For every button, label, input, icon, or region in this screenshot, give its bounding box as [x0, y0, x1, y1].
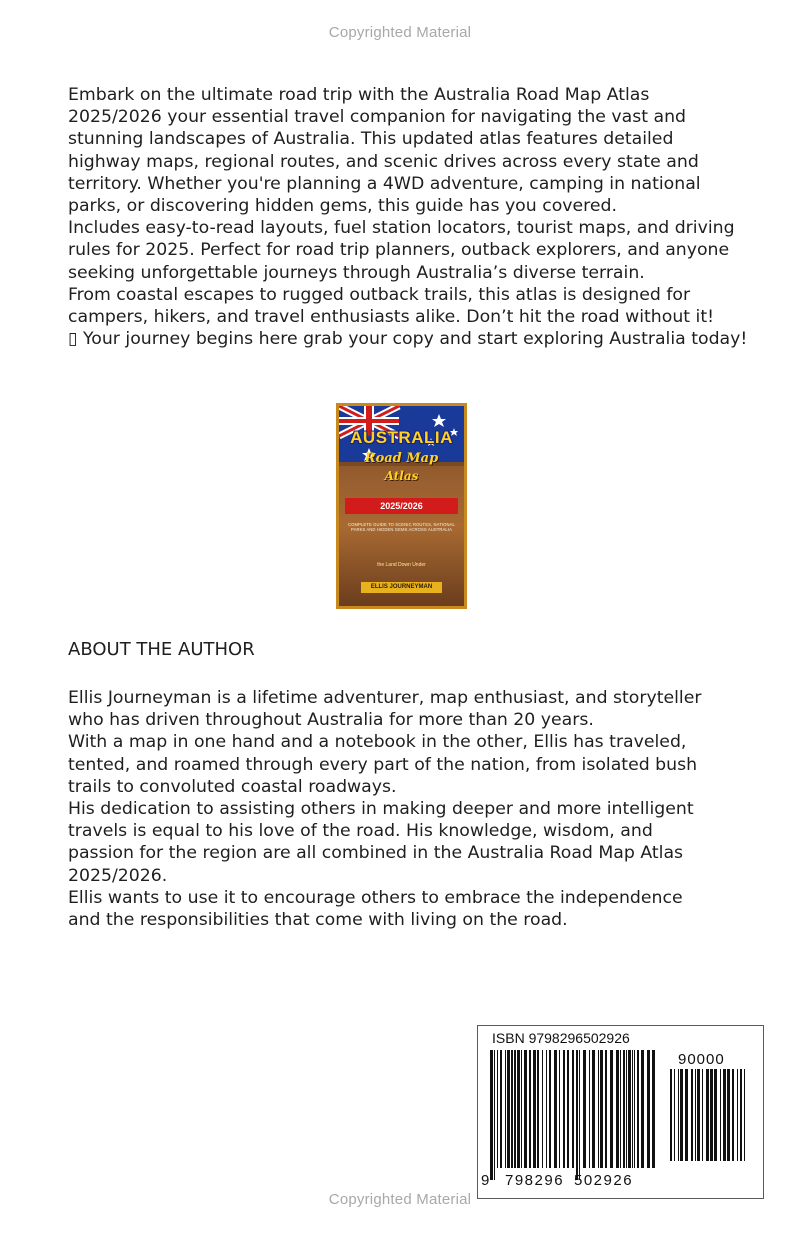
bio-line: and the responsibilities that come with living on the road.	[68, 910, 568, 931]
description-line: 2025/2026 your essential travel companion for navigating the vast and	[68, 107, 687, 128]
barcode-lead-digit: 9	[481, 1172, 491, 1189]
barcode-bar	[559, 1050, 560, 1168]
bio-line: 2025/2026.	[68, 865, 168, 886]
copyright-watermark-top: Copyrighted Material	[328, 24, 472, 41]
about-author-heading: ABOUT THE AUTHOR	[68, 639, 255, 660]
cover-author-badge: ELLIS JOURNEYMAN	[361, 582, 442, 593]
barcode-bar	[623, 1050, 625, 1168]
barcode-bar	[514, 1050, 516, 1168]
barcode-bar	[685, 1069, 688, 1161]
price-code: 90000	[678, 1051, 725, 1068]
barcode-bar	[567, 1050, 569, 1168]
barcode-bar	[517, 1050, 520, 1168]
barcode-digits-group-1: 798296	[505, 1172, 565, 1189]
description-line: Includes easy-to-read layouts, fuel station locators, tourist maps, and driving	[68, 218, 735, 239]
barcode-bar	[507, 1050, 510, 1168]
isbn-barcode-box	[477, 1025, 764, 1199]
barcode-bar	[732, 1069, 734, 1161]
barcode-bar	[680, 1069, 683, 1161]
barcode-bar	[616, 1050, 619, 1168]
barcode-bar	[554, 1050, 557, 1168]
barcode-bar	[647, 1050, 650, 1168]
bio-line: travels is equal to his love of the road. His knowledge, wisdom, and	[68, 821, 653, 842]
barcode-bar	[521, 1050, 522, 1168]
barcode-bar	[637, 1050, 639, 1168]
copyright-watermark-bottom: Copyrighted Material	[328, 1191, 472, 1208]
bio-line: trails to convoluted coastal roadways.	[68, 776, 397, 797]
barcode-bar	[600, 1050, 603, 1168]
bio-line: With a map in one hand and a notebook in the other, Ellis has traveled,	[68, 732, 687, 753]
bio-line: Ellis wants to use it to encourage others to embrace the independence	[68, 887, 683, 908]
barcode-bar	[511, 1050, 513, 1168]
barcode-bar	[583, 1050, 586, 1168]
ean-barcode-icon	[490, 1050, 660, 1180]
cover-year-banner: 2025/2026	[345, 498, 458, 514]
barcode-bar	[737, 1069, 738, 1161]
description-line: highway maps, regional routes, and scenic drives across every state and	[68, 151, 699, 172]
cover-tagline-text: COMPLETE GUIDE TO SCENIC ROUTES, NATIONAL PARKS AND HIDDEN GEMS ACROSS AUSTRALIA	[348, 522, 455, 533]
barcode-bar	[634, 1050, 635, 1168]
barcode-bar	[576, 1050, 578, 1180]
barcode-bar	[533, 1050, 536, 1168]
book-description	[68, 84, 748, 350]
barcode-bar	[505, 1050, 506, 1168]
barcode-bar	[744, 1069, 745, 1161]
bio-line: Ellis Journeyman is a lifetime adventurer, map enthusiast, and storyteller	[68, 688, 702, 708]
cover-subtitle-road-map: Road Map	[364, 451, 439, 466]
barcode-bar	[497, 1050, 498, 1168]
barcode-bar	[691, 1069, 693, 1161]
addon-barcode-icon	[670, 1069, 748, 1173]
description-line: seeking unforgettable journeys through Australia’s diverse terrain.	[68, 262, 645, 283]
barcode-bar	[641, 1050, 644, 1168]
book-cover-thumbnail	[336, 403, 467, 609]
barcode-bar	[670, 1069, 672, 1161]
barcode-bar	[572, 1050, 574, 1168]
barcode-bar	[605, 1050, 607, 1168]
barcode-bar	[524, 1050, 527, 1168]
barcode-bar	[678, 1069, 679, 1161]
barcode-bar	[592, 1050, 595, 1168]
description-line: campers, hikers, and travel enthusiasts alike. Don’t hit the road without it!	[68, 307, 715, 328]
bio-line: passion for the region are all combined in the Australia Road Map Atlas	[68, 843, 684, 864]
barcode-bar	[626, 1050, 627, 1168]
barcode-bar	[620, 1050, 621, 1168]
barcode-bar	[598, 1050, 599, 1168]
barcode-bar	[720, 1069, 721, 1161]
barcode-bar	[490, 1050, 493, 1180]
barcode-bar	[714, 1069, 717, 1161]
barcode-bar	[706, 1069, 709, 1161]
barcode-bar	[674, 1069, 675, 1161]
barcode-bar	[542, 1050, 543, 1168]
barcode-bar	[632, 1050, 633, 1168]
barcode-bar	[702, 1069, 703, 1161]
description-line: parks, or discovering hidden gems, this guide has you covered.	[68, 196, 617, 217]
barcode-bar	[710, 1069, 713, 1161]
cover-land-down-under: the Land Down Under	[377, 562, 426, 568]
bio-line: tented, and roamed through every part of the nation, from isolated bush	[68, 754, 698, 775]
bio-line: His dedication to assisting others in making deeper and more intelligent	[68, 799, 694, 820]
barcode-bar	[695, 1069, 696, 1161]
description-line: territory. Whether you're planning a 4WD adventure, camping in national	[68, 173, 701, 194]
barcode-bar	[697, 1069, 700, 1161]
barcode-bar	[579, 1050, 580, 1180]
description-line: stunning landscapes of Australia. This updated atlas features detailed	[68, 129, 674, 150]
description-line: Embark on the ultimate road trip with the Australia Road Map Atlas	[68, 85, 650, 105]
bio-line: who has driven throughout Australia for more than 20 years.	[68, 710, 594, 731]
barcode-bar	[563, 1050, 565, 1168]
barcode-bar	[549, 1050, 551, 1168]
barcode-bar	[610, 1050, 613, 1168]
cover-subtitle-atlas: Atlas	[384, 469, 419, 483]
description-line: rules for 2025. Perfect for road trip planners, outback explorers, and anyone	[68, 240, 730, 261]
barcode-bar	[723, 1069, 726, 1161]
barcode-bar	[529, 1050, 531, 1168]
barcode-bar	[494, 1050, 495, 1180]
barcode-bar	[537, 1050, 539, 1168]
description-line: ▯ Your journey begins here grab your copy and start exploring Australia today!	[68, 329, 748, 350]
barcode-bar	[727, 1069, 730, 1161]
barcode-bar	[652, 1050, 655, 1168]
barcode-bar	[500, 1050, 502, 1168]
barcode-digits-group-2: 502926	[574, 1172, 634, 1189]
barcode-bar	[546, 1050, 547, 1168]
isbn-label: ISBN 9798296502926	[492, 1030, 630, 1046]
barcode-bar	[740, 1069, 742, 1161]
cover-title: AUSTRALIA	[350, 428, 453, 447]
cover-artwork	[339, 406, 464, 606]
barcode-bar	[589, 1050, 590, 1168]
barcode-bar	[628, 1050, 631, 1168]
author-bio	[68, 687, 748, 931]
description-line: From coastal escapes to rugged outback trails, this atlas is designed for	[68, 284, 691, 305]
